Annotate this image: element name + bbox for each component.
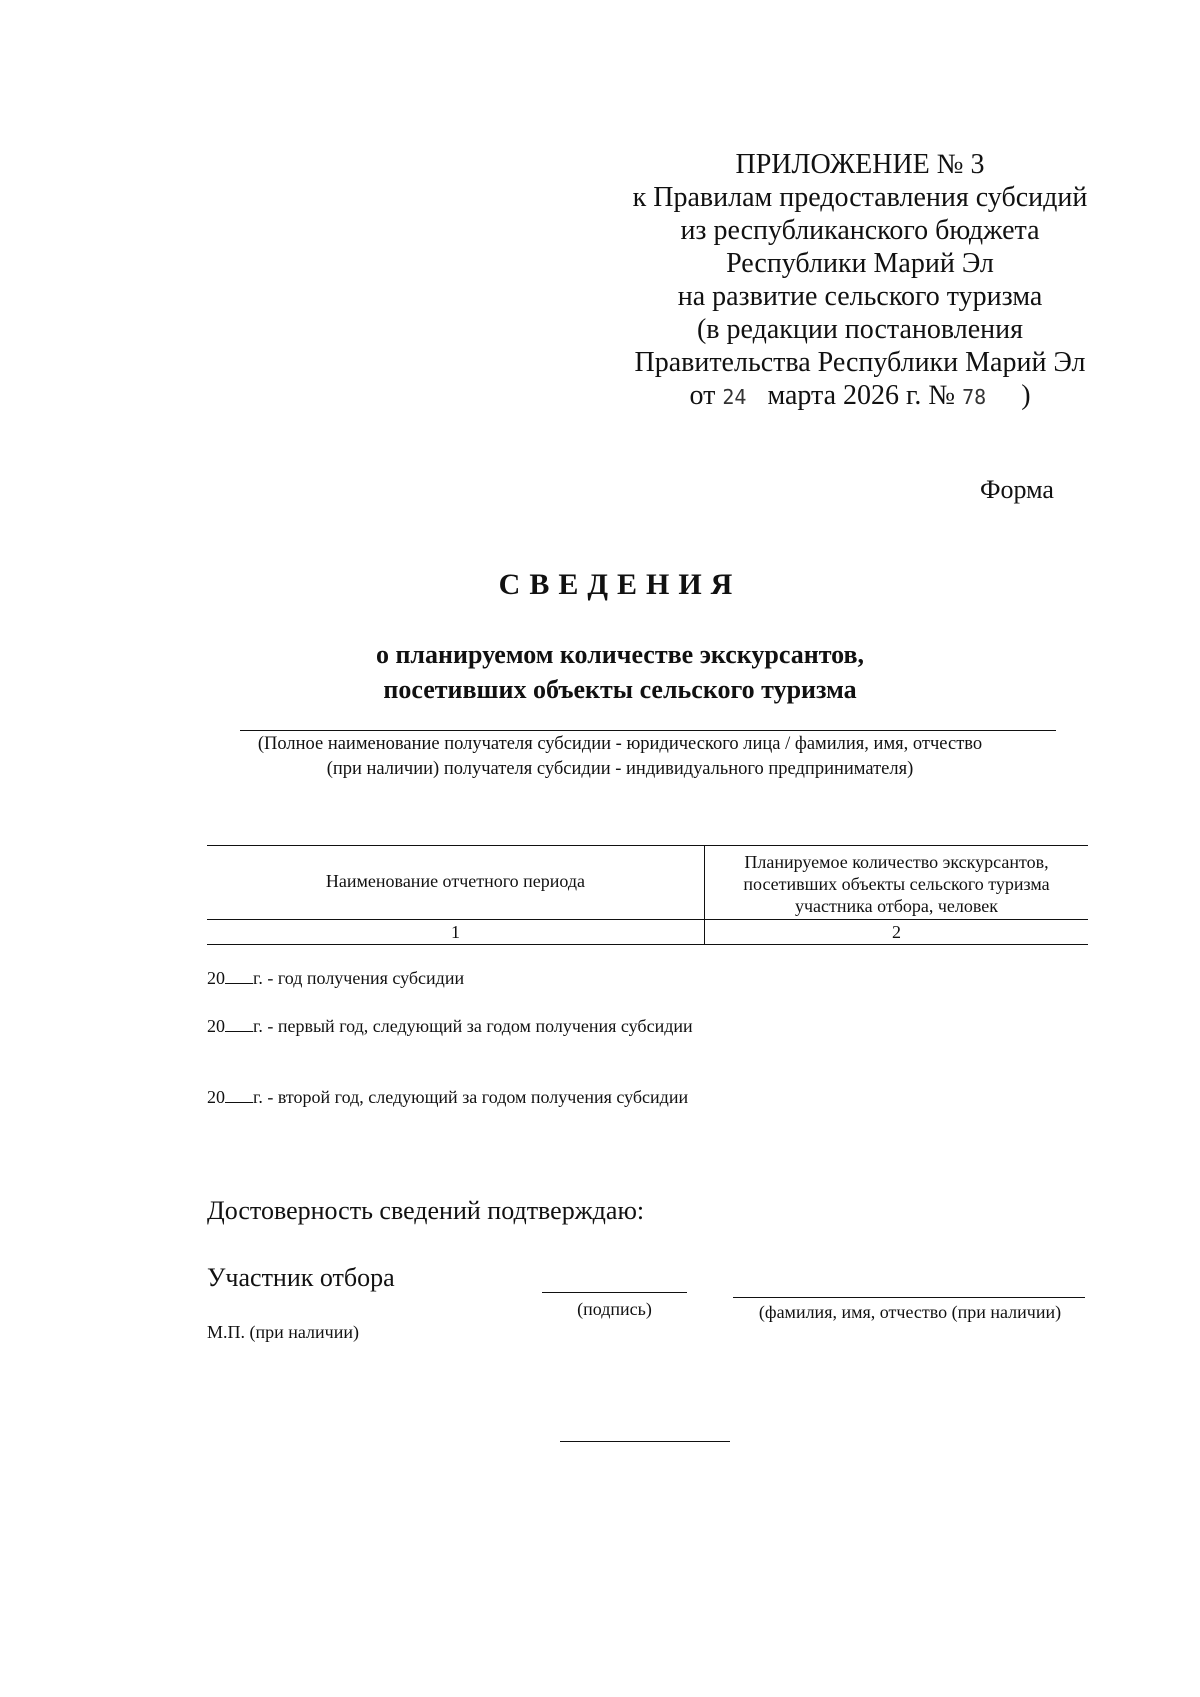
table-number-row-border: [207, 944, 1088, 945]
appendix-line-edition: (в редакции постановления: [696, 314, 1024, 345]
recipient-caption: [200, 732, 1040, 782]
end-divider: [560, 1441, 730, 1442]
column-header-line-1: Планируемое количество экскурсантов,: [744, 852, 1049, 872]
column-header-line-2: посетивших объекты сельского туризма: [743, 874, 1050, 894]
recipient-name-line: [240, 730, 1056, 731]
table-row: [207, 967, 697, 990]
full-name-caption: (фамилия, имя, отчество (при наличии): [758, 1302, 1062, 1322]
table-header-border: [207, 919, 1088, 920]
appendix-line-republic: Республики Марий Эл: [726, 248, 994, 279]
subtitle-line-1: о планируемом количестве экскурсантов,: [375, 640, 865, 669]
signature-line: [542, 1292, 687, 1293]
period-text: г. - год получения субсидии: [253, 968, 465, 988]
date-suffix: ): [1021, 380, 1031, 411]
column-header-line-3: участника отбора, человек: [794, 896, 999, 916]
period-text: г. - второй год, следующий за годом получения субсидии: [253, 1087, 689, 1107]
year-prefix: 20: [207, 968, 225, 988]
table-row: [207, 1086, 697, 1109]
subtitle-line-2: посетивших объекты сельского туризма: [383, 675, 857, 704]
year-prefix: 20: [207, 1087, 225, 1107]
year-blank: [225, 969, 253, 984]
appendix-line-date: [600, 379, 1120, 414]
date-day: 24: [722, 385, 747, 409]
column-header-planned-count: [705, 851, 1088, 917]
table-row: [207, 1015, 697, 1038]
signature-caption: (подпись): [577, 1299, 652, 1319]
recipient-caption-line-2: (при наличии) получателя субсидии - индивидуального предпринимателя): [326, 759, 914, 779]
column-header-period: Наименование отчетного периода: [325, 871, 586, 891]
document-title: СВЕДЕНИЯ: [498, 568, 742, 601]
period-text: г. - первый год, следующий за годом получения субсидии: [253, 1016, 693, 1036]
stamp-label: М.П. (при наличии): [207, 1322, 359, 1342]
appendix-line-rules: к Правилам предоставления субсидий: [632, 182, 1088, 213]
appendix-line-purpose: на развитие сельского туризма: [677, 281, 1043, 312]
year-blank: [225, 1017, 253, 1032]
year-blank: [225, 1088, 253, 1103]
confirmation-statement: Достоверность сведений подтверждаю:: [207, 1196, 645, 1225]
recipient-caption-line-1: (Полное наименование получателя субсидии - юридического лица / фамилия, имя, отчество: [257, 734, 983, 754]
year-prefix: 20: [207, 1016, 225, 1036]
participant-label: Участник отбора: [207, 1263, 395, 1292]
column-number-2: 2: [892, 922, 901, 942]
column-number-1: 1: [451, 922, 460, 942]
form-label: Форма: [980, 475, 1054, 504]
appendix-line-budget: из республиканского бюджета: [680, 215, 1040, 246]
document-subtitle: [300, 637, 940, 707]
appendix-header: [600, 148, 1120, 414]
appendix-line-government: Правительства Республики Марий Эл: [634, 347, 1086, 378]
date-month-year: марта 2026 г. №: [767, 380, 956, 411]
decree-number: 78: [962, 385, 987, 409]
date-prefix: от: [689, 380, 716, 411]
appendix-number: ПРИЛОЖЕНИЕ № 3: [735, 149, 985, 180]
full-name-line: [733, 1297, 1085, 1298]
table-top-border: [207, 845, 1088, 846]
